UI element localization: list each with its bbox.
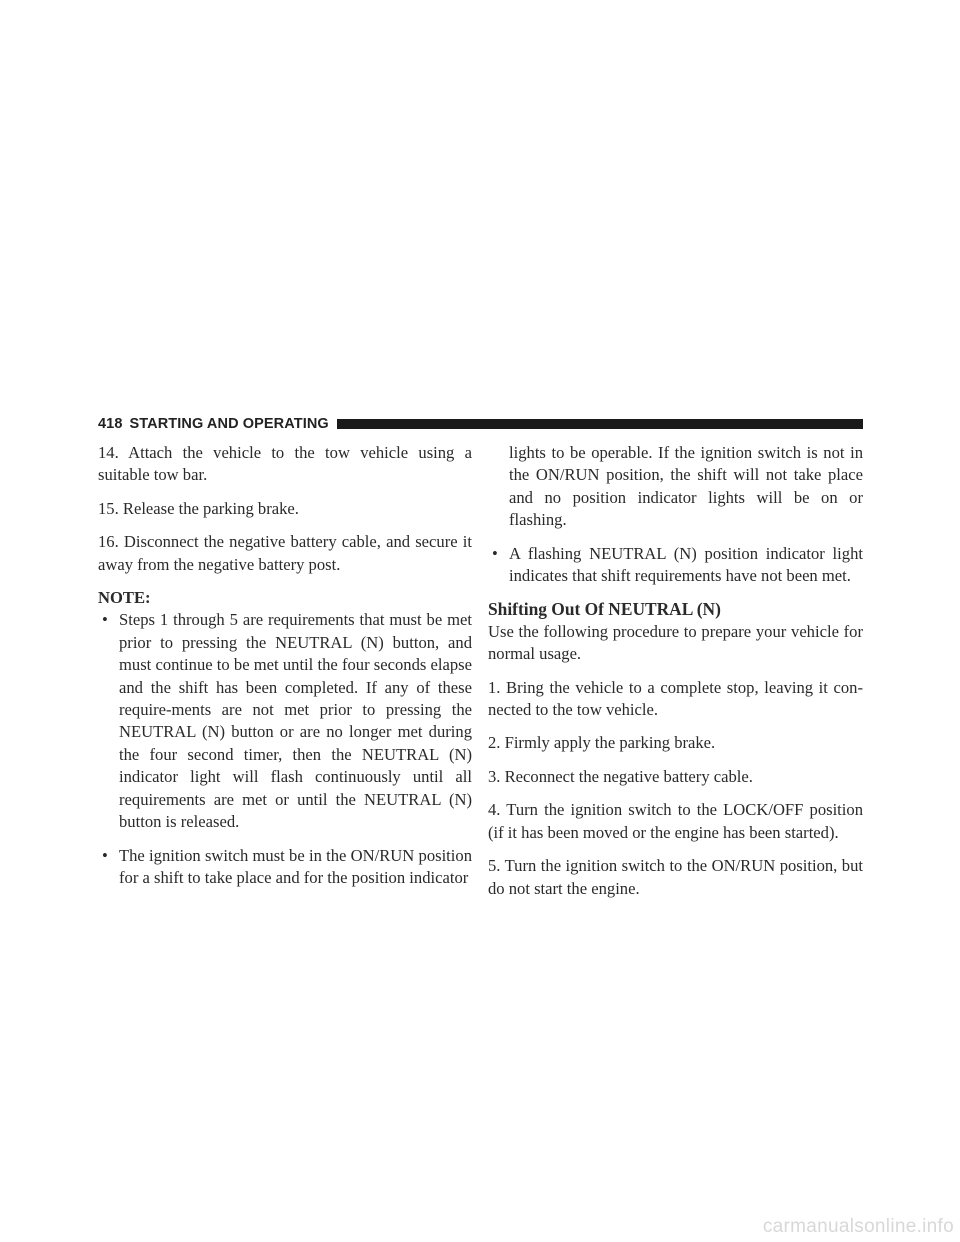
- right-column: [488, 442, 863, 911]
- section-heading: Shifting Out Of NEUTRAL (N): [488, 599, 721, 620]
- section-intro: Use the following procedure to prepare your vehicle for normal usage.: [488, 621, 863, 664]
- note-bullet-1: [98, 609, 472, 833]
- bullet-dot-icon: •: [102, 845, 108, 865]
- step-14: 14. Attach the vehicle to the tow vehicle using a suitable tow bar.: [98, 443, 472, 485]
- bullet-dot-icon: •: [492, 543, 498, 563]
- note-bullet-2: [98, 845, 472, 890]
- page-number: 418: [98, 416, 123, 432]
- note-bullet-3: [488, 543, 863, 588]
- header-rule: [337, 419, 863, 429]
- step-5: 5. Turn the ignition switch to the ON/RUN position, but do not start the engine.: [488, 856, 863, 898]
- step-16: 16. Disconnect the negative battery cable, and secure it away from the negative battery post.: [98, 532, 472, 574]
- step-4: 4. Turn the ignition switch to the LOCK/OFF position (if it has been moved or the engine has been started).: [488, 800, 863, 842]
- step-1: 1. Bring the vehicle to a complete stop, leaving it con-nected to the tow vehicle.: [488, 677, 863, 720]
- section-title: STARTING AND OPERATING: [129, 416, 329, 432]
- step-2: 2. Firmly apply the parking brake.: [488, 733, 716, 753]
- bullet-2-continuation: lights to be operable. If the ignition switch is not in the ON/RUN position, the shift will not take place and no position indicator lights will be on or flashing.: [509, 443, 863, 530]
- note-label: NOTE:: [98, 588, 151, 608]
- watermark: carmanualsonline.info: [762, 1216, 954, 1237]
- step-15: 15. Release the parking brake.: [98, 498, 299, 518]
- bullet-dot-icon: •: [102, 610, 108, 630]
- bullet-text: A flashing NEUTRAL (N) position indicator light indicates that shift requirements have not been met.: [509, 543, 863, 586]
- bullet-text: The ignition switch must be in the ON/RUN position for a shift to take place and for the position indicator: [119, 845, 472, 887]
- left-column: [98, 442, 472, 900]
- page-header: [98, 415, 863, 433]
- step-3: 3. Reconnect the negative battery cable.: [488, 766, 753, 786]
- bullet-text: Steps 1 through 5 are requirements that must be met prior to pressing the NEUTRAL (N) button, and must continue to be met until the four seconds elapse and the shift has been completed. If any of these require-ments are not met prior to pressing the NEUTRAL (N) button or are no longer met during the four second timer, then the NEUTRAL (N) indicator light will flash continuously until all requirements are met or until the NEUTRAL (N) button is released.: [119, 610, 472, 832]
